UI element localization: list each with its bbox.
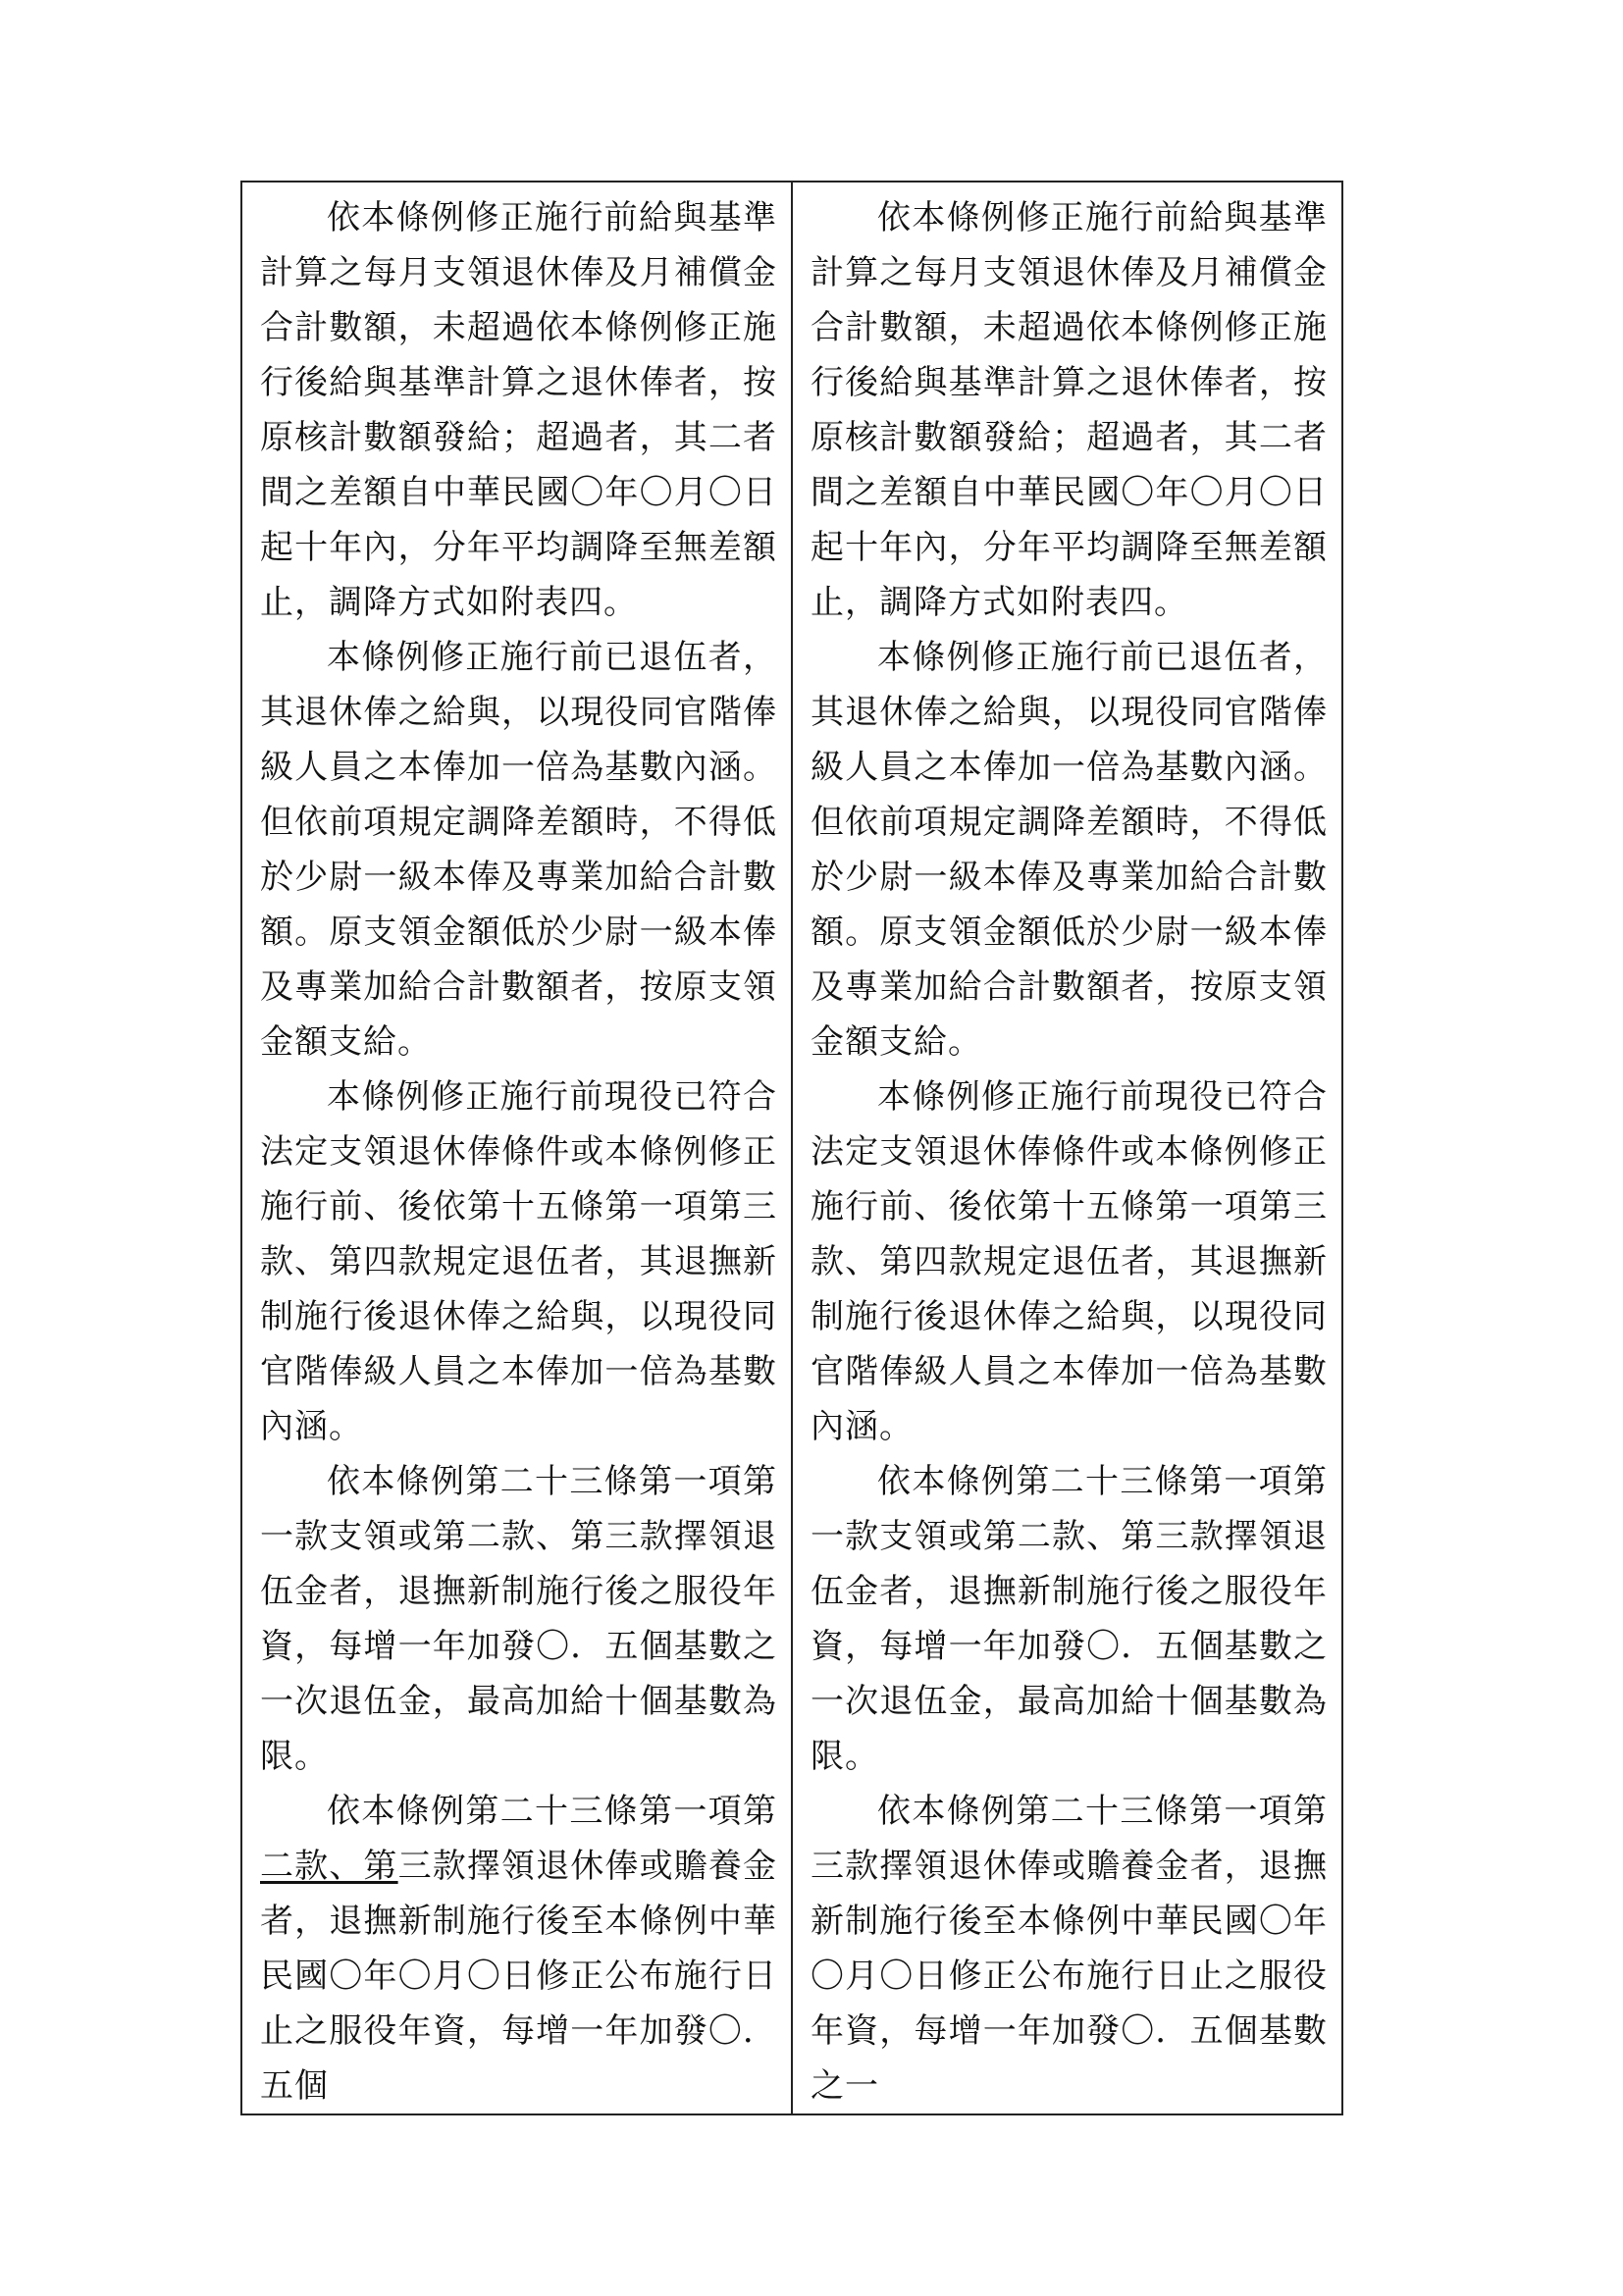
left-column-cell: [241, 182, 792, 2114]
left-paragraph-5: [260, 1784, 777, 2113]
table-row: [241, 182, 1342, 2114]
left-paragraph-1: 依本條例修正施行前給與基準計算之每月支領退休俸及月補償金合計數額，未超過依本條例修正施行後給與基準計算之退休俸者，按原核計數額發給；超過者，其二者間之差額自中華民國〇年〇月〇日起十年內，分年平均調降至無差額止，調降方式如附表四。: [260, 198, 777, 622]
left-paragraph-5-before: 依本條例第二十三條第一項第: [327, 1792, 777, 1831]
left-paragraph-2: 本條例修正施行前已退伍者，其退休俸之給與，以現役同官階俸級人員之本俸加一倍為基數內涵。但依前項規定調降差額時，不得低於少尉一級本俸及專業加給合計數額。原支領金額低於少尉一級本俸及專業加給合計數額者，按原支領金額支給。: [260, 638, 777, 1062]
right-column-cell: [792, 182, 1342, 2114]
right-paragraph-3: 本條例修正施行前現役已符合法定支領退休俸條件或本條例修正施行前、後依第十五條第一項第三款、第四款規定退伍者，其退撫新制施行後退休俸之給與，以現役同官階俸級人員之本俸加一倍為基數內涵。: [811, 1077, 1328, 1446]
right-paragraph-1: 依本條例修正施行前給與基準計算之每月支領退休俸及月補償金合計數額，未超過依本條例修正施行後給與基準計算之退休俸者，按原核計數額發給；超過者，其二者間之差額自中華民國〇年〇月〇日起十年內，分年平均調降至無差額止，調降方式如附表四。: [811, 198, 1328, 622]
right-paragraph-2: 本條例修正施行前已退伍者，其退休俸之給與，以現役同官階俸級人員之本俸加一倍為基數內涵。但依前項規定調降差額時，不得低於少尉一級本俸及專業加給合計數額。原支領金額低於少尉一級本俸及專業加給合計數額者，按原支領金額支給。: [811, 638, 1328, 1062]
right-paragraph-4: 依本條例第二十三條第一項第一款支領或第二款、第三款擇領退伍金者，退撫新制施行後之服役年資，每增一年加發〇．五個基數之一次退伍金，最高加給十個基數為限。: [811, 1462, 1328, 1776]
left-paragraph-5-after: 三款擇領退休俸或贍養金者，退撫新制施行後至本條例中華民國〇年〇月〇日修正公布施行日止之服役年資，每增一年加發〇．五個: [260, 1847, 777, 2106]
comparison-table: [240, 181, 1343, 2115]
left-paragraph-4: 依本條例第二十三條第一項第一款支領或第二款、第三款擇領退伍金者，退撫新制施行後之服役年資，每增一年加發〇．五個基數之一次退伍金，最高加給十個基數為限。: [260, 1462, 777, 1776]
left-paragraph-3: 本條例修正施行前現役已符合法定支領退休俸條件或本條例修正施行前、後依第十五條第一項第三款、第四款規定退伍者，其退撫新制施行後退休俸之給與，以現役同官階俸級人員之本俸加一倍為基數內涵。: [260, 1077, 777, 1446]
right-paragraph-5: 依本條例第二十三條第一項第三款擇領退休俸或贍養金者，退撫新制施行後至本條例中華民國〇年〇月〇日修正公布施行日止之服役年資，每增一年加發〇．五個基數之一: [811, 1792, 1328, 2106]
underlined-amendment-text: 二款、第: [260, 1847, 398, 1886]
